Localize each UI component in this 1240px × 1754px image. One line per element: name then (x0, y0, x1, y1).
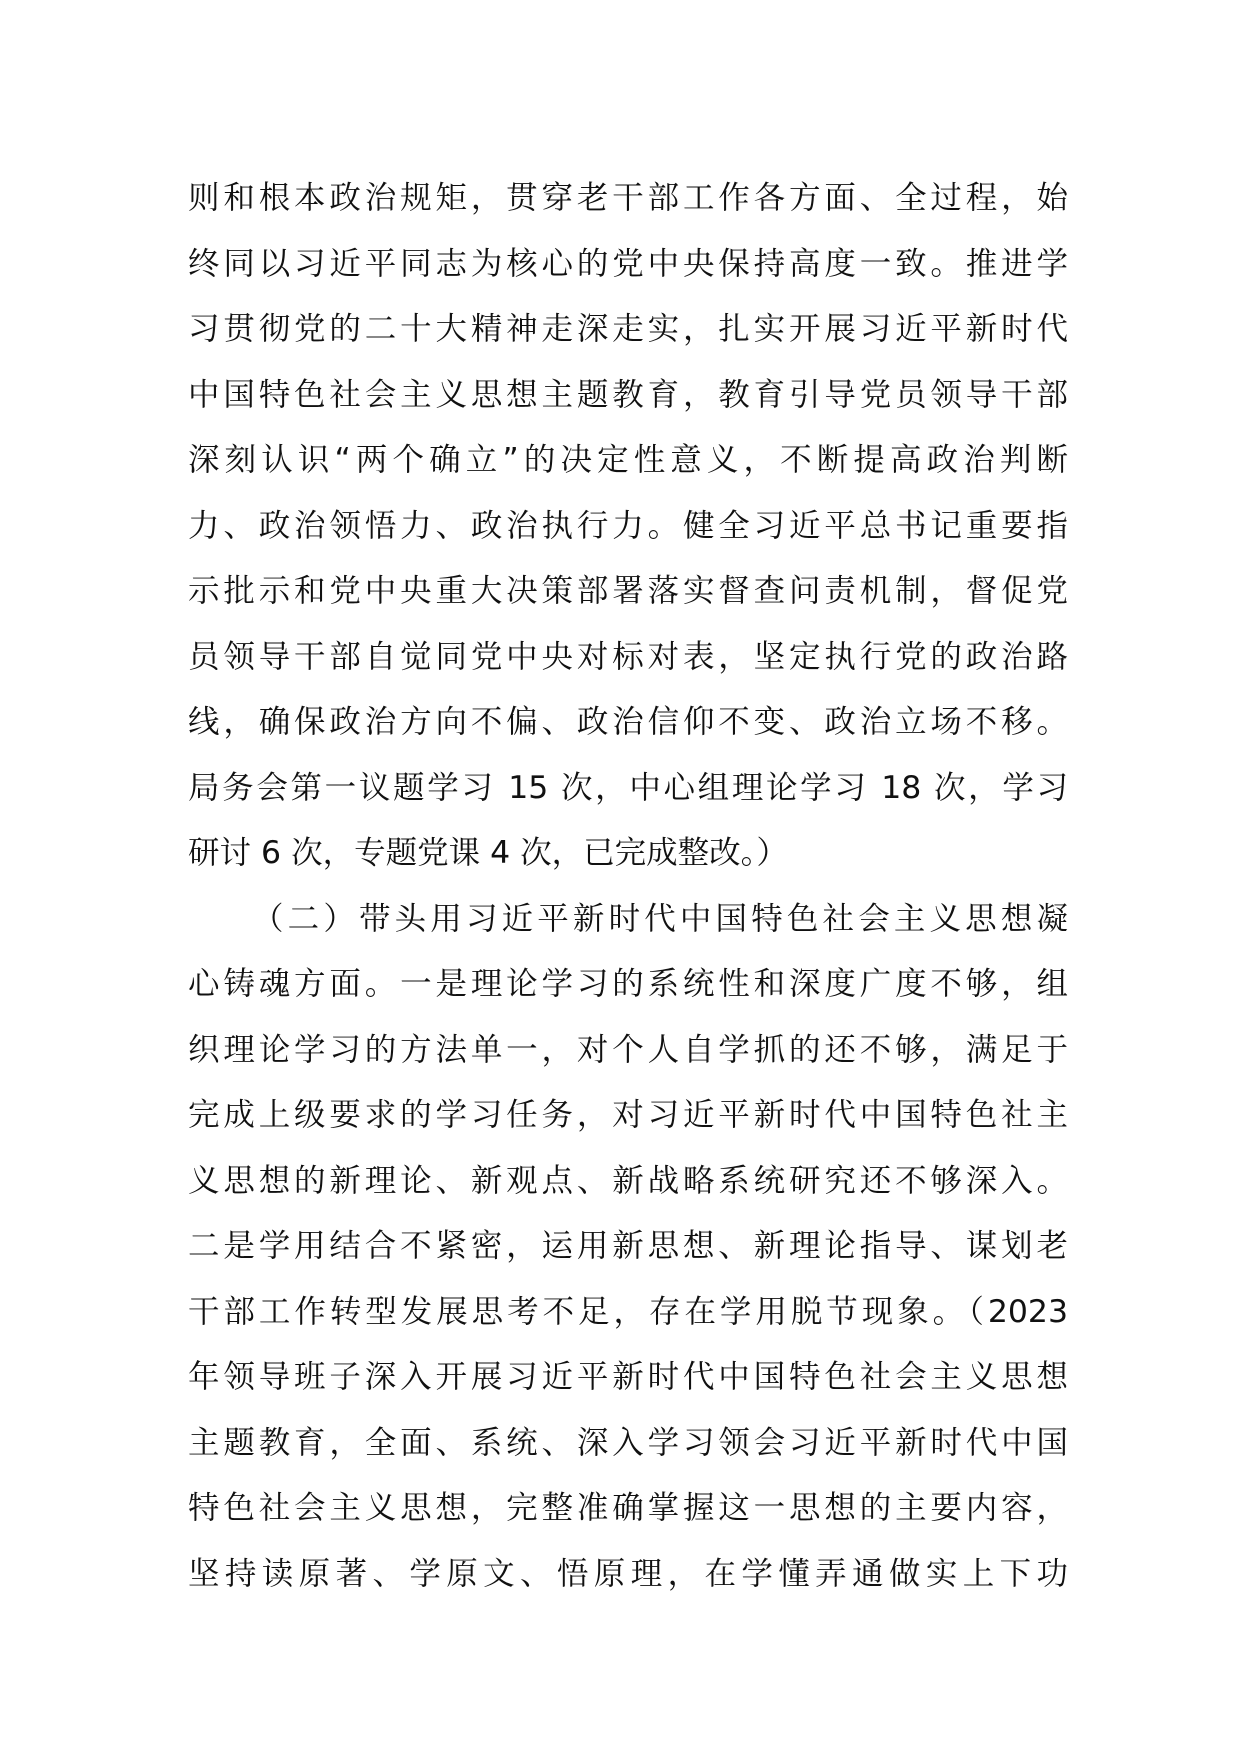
text-line: 特色社会主义思想，完整准确掌握这一思想的主要内容， (188, 1490, 1068, 1526)
text-line: 习贯彻党的二十大精神走深走实，扎实开展习近平新时代 (188, 311, 1068, 347)
text-line: 深刻认识“两个确立”的决定性意义，不断提高政治判断 (188, 442, 1068, 478)
text-line: 心铸魂方面。一是理论学习的系统性和深度广度不够，组 (188, 966, 1068, 1002)
body-text (188, 166, 1068, 1607)
text-line: 织理论学习的方法单一，对个人自学抓的还不够，满足于 (188, 1031, 1068, 1068)
text-line: 年领导班子深入开展习近平新时代中国特色社会主义思想 (188, 1359, 1068, 1395)
text-line: 中国特色社会主义思想主题教育，教育引导党员领导干部 (188, 376, 1068, 413)
text-line: 主题教育，全面、系统、深入学习领会习近平新时代中国 (188, 1424, 1068, 1461)
text-line-paragraph-end: 研讨 6 次，专题党课 4 次，已完成整改。） (188, 835, 788, 871)
text-line: 员领导干部自觉同党中央对标对表，坚定执行党的政治路 (188, 638, 1068, 675)
text-line: 二是学用结合不紧密，运用新思想、新理论指导、谋划老 (188, 1228, 1068, 1264)
text-line: 局务会第一议题学习 15 次，中心组理论学习 18 次，学习 (188, 769, 1068, 806)
text-line: 义思想的新理论、新观点、新战略系统研究还不够深入。 (188, 1162, 1068, 1199)
text-line: 干部工作转型发展思考不足，存在学用脱节现象。（2023 (188, 1293, 1068, 1330)
section-heading-line: （二）带头用习近平新时代中国特色社会主义思想凝 (252, 900, 1068, 937)
text-line: 力、政治领悟力、政治执行力。健全习近平总书记重要指 (188, 507, 1068, 544)
text-line: 线，确保政治方向不偏、政治信仰不变、政治立场不移。 (188, 704, 1068, 740)
text-line: 完成上级要求的学习任务，对习近平新时代中国特色社主 (188, 1097, 1068, 1133)
text-line: 则和根本政治规矩，贯穿老干部工作各方面、全过程，始 (188, 180, 1068, 216)
text-line: 终同以习近平同志为核心的党中央保持高度一致。推进学 (188, 245, 1068, 282)
text-line: 示批示和党中央重大决策部署落实督查问责机制，督促党 (188, 573, 1068, 609)
text-line: 坚持读原著、学原文、悟原理，在学懂弄通做实上下功 (188, 1555, 1068, 1592)
